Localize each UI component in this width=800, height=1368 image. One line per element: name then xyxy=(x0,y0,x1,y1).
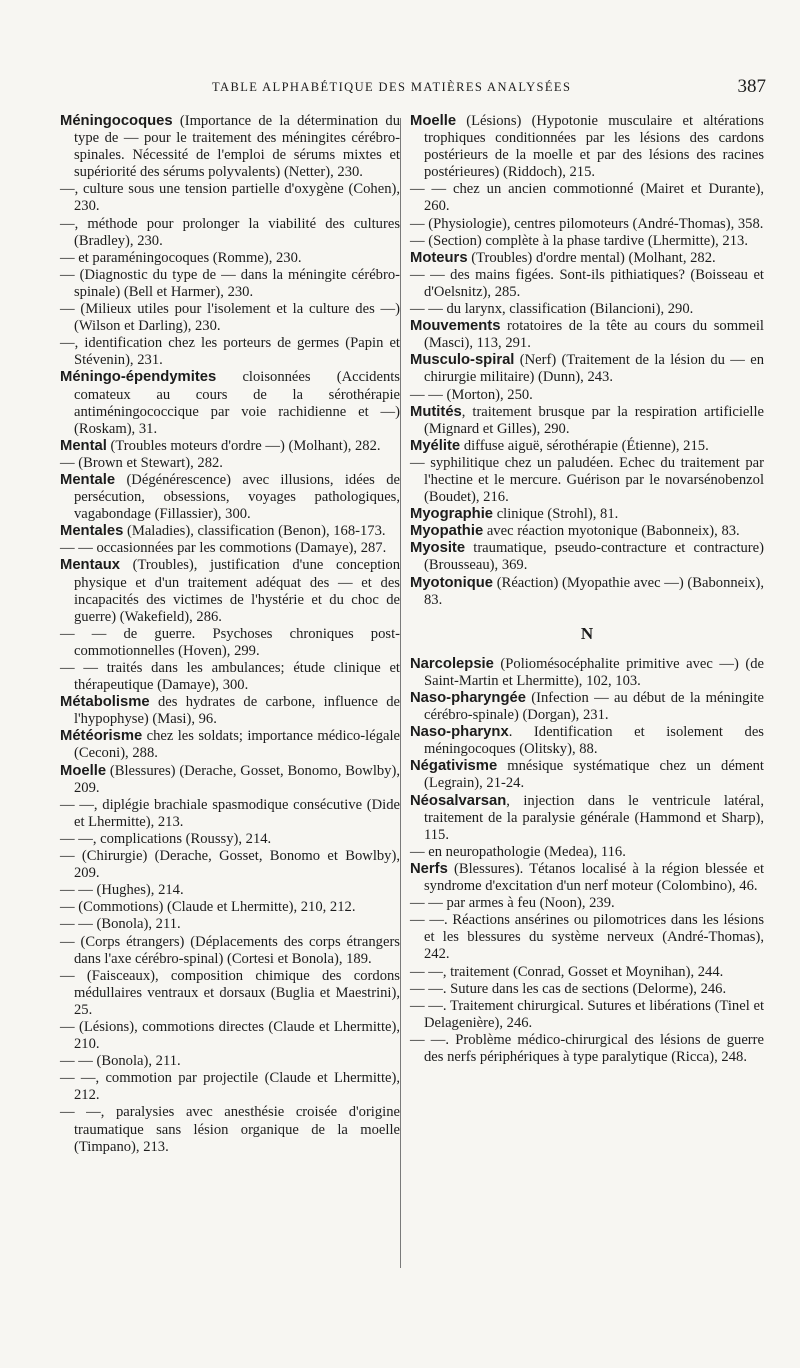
entry-text: chez les soldats; importance médico-légale (Ceconi), 288. xyxy=(74,728,400,762)
entry-text: (Dégénérescence) avec illusions, idées de persécution, obsessions, voyages pathologiques, vagabondage (Fillassier), 300. xyxy=(74,471,400,523)
index-entry xyxy=(60,1070,400,1104)
entry-headword: Myélite xyxy=(410,437,461,454)
entry-text: mnésique systématique chez un dément (Legrain), 21-24. xyxy=(424,758,764,792)
index-entry xyxy=(410,540,764,574)
index-entry xyxy=(60,831,400,848)
entry-headword: Nerfs xyxy=(410,860,448,877)
running-title: TABLE ALPHABÉTIQUE DES MATIÈRES ANALYSÉES xyxy=(212,80,572,94)
index-entry xyxy=(60,472,400,523)
entry-headword: Métabolisme xyxy=(60,694,150,711)
index-entry xyxy=(60,899,400,916)
index-entry xyxy=(60,557,400,625)
index-entry xyxy=(410,438,764,455)
entry-headword: Météorisme xyxy=(60,728,143,745)
entry-headword: Mentales xyxy=(60,523,124,540)
index-entry xyxy=(60,882,400,899)
index-entry xyxy=(410,1032,764,1066)
entry-headword: Myopathie xyxy=(410,523,484,540)
index-entry xyxy=(60,916,400,933)
entry-text: — — du larynx, classification (Bilancioni), 290. xyxy=(410,301,694,318)
entry-text: , traitement brusque par la respiration artificielle (Mignard et Gilles), 290. xyxy=(424,403,764,437)
entry-headword: Myotonique xyxy=(410,574,494,591)
entry-text: — — (Morton), 250. xyxy=(410,386,533,403)
index-entry xyxy=(60,626,400,660)
entry-headword: Moteurs xyxy=(410,249,468,266)
index-entry xyxy=(60,797,400,831)
entry-text: traumatique, pseudo-contracture et contracture) (Brousseau), 369. xyxy=(424,540,764,574)
entries-n xyxy=(410,656,764,1066)
index-entry xyxy=(60,181,400,215)
index-entry xyxy=(60,968,400,1019)
index-entry xyxy=(410,216,764,233)
entry-text: — (Corps étrangers) (Déplacements des corps étrangers dans l'axe cérébro-spinal) (Cortesi et Bonola), 189. xyxy=(60,933,400,967)
entry-text: (Blessures). Tétanos localisé à la région blessée et syndrome d'excitation d'un nerf moteur (Colombino), 46. xyxy=(424,860,764,895)
entry-headword: Myosite xyxy=(410,540,466,557)
entry-text: — — (Hughes), 214. xyxy=(60,882,184,899)
index-entry xyxy=(410,964,764,981)
index-entry xyxy=(60,763,400,797)
entry-text: — —. Problème médico-chirurgical des lésions de guerre des nerfs périphériques à type paralytique (Ricca), 248. xyxy=(410,1031,764,1065)
entry-headword: Musculo-spiral xyxy=(410,352,515,369)
entry-text: — — (Bonola), 211. xyxy=(60,1053,181,1070)
index-entry xyxy=(410,724,764,758)
index-entry xyxy=(410,690,764,724)
entry-text: — (Chirurgie) (Derache, Gosset, Bonomo et Bowlby), 209. xyxy=(60,848,400,882)
index-entry xyxy=(410,352,764,386)
entry-text: des hydrates de carbone, influence de l'hypophyse) (Masi), 96. xyxy=(74,694,400,728)
entry-text: — en neuropathologie (Medea), 116. xyxy=(410,843,626,860)
entry-headword: Méningocoques xyxy=(60,113,173,129)
index-entry xyxy=(410,575,764,609)
index-entry xyxy=(60,540,400,557)
entry-headword: Mental xyxy=(60,437,107,454)
index-entry xyxy=(410,250,764,267)
entry-text: — (Brown et Stewart), 282. xyxy=(60,454,223,471)
entry-text: — (Lésions), commotions directes (Claude et Lhermitte), 210. xyxy=(60,1018,400,1053)
index-column-left xyxy=(60,113,400,1156)
entry-headword: Mentaux xyxy=(60,557,121,574)
entry-headword: Moelle xyxy=(410,113,457,129)
entry-text: — —, diplégie brachiale spasmodique consécutive (Dide et Lhermitte), 213. xyxy=(60,796,400,830)
index-entry xyxy=(410,844,764,861)
entry-text: (Poliomésocéphalite primitive avec —) (de Saint-Martin et Lhermitte), 102, 103. xyxy=(424,655,764,689)
index-entry xyxy=(410,523,764,540)
index-entry xyxy=(60,216,400,250)
index-entry xyxy=(60,267,400,301)
entry-text: — — chez un ancien commotionné (Mairet et Durante), 260. xyxy=(410,181,764,215)
entry-text: — — traités dans les ambulances; étude clinique et thérapeutique (Damaye), 300. xyxy=(60,660,400,694)
index-column-right xyxy=(410,113,764,1066)
index-entry xyxy=(410,113,764,181)
index-entry xyxy=(410,387,764,404)
entry-text: — (Section) complète à la phase tardive (Lhermitte), 213. xyxy=(410,232,748,249)
entry-text: (Troubles) d'ordre mental) (Molhant, 282. xyxy=(467,249,716,266)
entry-text: —, identification chez les porteurs de germes (Papin et Stévenin), 231. xyxy=(60,335,400,369)
entry-text: (Blessures) (Derache, Gosset, Bonomo, Bowlby), 209. xyxy=(74,762,400,796)
index-entry xyxy=(410,912,764,963)
index-entry xyxy=(410,404,764,438)
entry-text: — —. Suture dans les cas de sections (Delorme), 246. xyxy=(410,980,727,997)
entry-text: , injection dans le ventricule latéral, traitement de la paralysie générale (Hammond et Sharp), 115. xyxy=(424,792,764,843)
entry-text: avec réaction myotonique (Babonneix), 83. xyxy=(483,523,740,540)
index-entry xyxy=(60,694,400,728)
entry-text: — — occasionnées par les commotions (Damaye), 287. xyxy=(60,540,387,557)
index-entry xyxy=(410,267,764,301)
index-entry xyxy=(410,318,764,352)
entry-text: — — de guerre. Psychoses chroniques post-commotionnelles (Hoven), 299. xyxy=(60,625,400,659)
entry-text: cloisonnées (Accidents comateux au cours de la sérothérapie antiméningococcique par voie rachidienne et —) (Roskam), 31. xyxy=(74,369,400,437)
index-entry xyxy=(60,934,400,968)
entry-text: (Importance de la détermination du type de — pour le traitement des méningites cérébro-spinales. Nécessité de l'emploi de sérums mixtes et supériorité des sérums polyvalents) (Netter), 230. xyxy=(74,113,400,181)
entry-text: (Troubles), justification d'une conception physique et d'un traitement adéquat des — et des incapacités des victimes de l'hystérie et du choc de guerre) (Wakefield), 286. xyxy=(74,557,400,625)
entry-text: (Maladies), classification (Benon), 168-173. xyxy=(123,523,386,540)
index-entry xyxy=(60,455,400,472)
index-entry xyxy=(60,523,400,540)
index-entry xyxy=(410,455,764,506)
index-entry xyxy=(60,301,400,335)
entry-text: — syphilitique chez un paludéen. Echec du traitement par l'hectine et le mercure. Guérison par le novarsénobenzol (Boudet), 216. xyxy=(410,454,764,506)
entry-headword: Naso-pharynx xyxy=(410,724,509,741)
entry-text: — —, commotion par projectile (Claude et Lhermitte), 212. xyxy=(60,1070,400,1104)
entry-text: —, méthode pour prolonger la viabilité des cultures (Bradley), 230. xyxy=(60,215,400,249)
section-letter: N xyxy=(580,623,594,643)
entry-headword: Mouvements xyxy=(410,318,501,335)
index-entry xyxy=(60,1104,400,1155)
entry-text: (Troubles moteurs d'ordre —) (Molhant), 282. xyxy=(106,437,381,454)
index-entry xyxy=(410,233,764,250)
page-number: 387 xyxy=(737,76,766,97)
index-entry xyxy=(410,895,764,912)
index-entry xyxy=(410,758,764,792)
index-entry xyxy=(60,728,400,762)
entry-headword: Moelle xyxy=(60,762,107,779)
entry-text: — (Commotions) (Claude et Lhermitte), 210, 212. xyxy=(60,899,356,916)
index-entry xyxy=(60,113,400,181)
index-entry xyxy=(410,506,764,523)
entry-text: diffuse aiguë, sérothérapie (Étienne), 215. xyxy=(460,437,709,454)
index-entry xyxy=(60,1019,400,1053)
entry-text: — — (Bonola), 211. xyxy=(60,916,181,933)
entry-text: — et paraméningocoques (Romme), 230. xyxy=(60,249,302,266)
page-header xyxy=(60,76,766,102)
entry-headword: Néosalvarsan xyxy=(410,792,507,809)
entry-text: (Lésions) (Hypotonie musculaire et altérations trophiques conditionnées par les lésions des cardons postérieurs de la moelle et par des lésions des racines postérieures) (Riddoch), 215. xyxy=(424,113,764,181)
entry-headword: Naso-pharyngée xyxy=(410,690,526,706)
entry-text: rotatoires de la tête au cours du sommeil (Masci), 113, 291. xyxy=(424,318,764,352)
index-entry xyxy=(410,656,764,690)
entry-headword: Mutités xyxy=(410,403,462,420)
entry-text: clinique (Strohl), 81. xyxy=(493,506,619,523)
index-entry xyxy=(60,369,400,437)
entry-text: — —. Réactions ansérines ou pilomotrices dans les lésions et les blessures du système nerveux (André-Thomas), 242. xyxy=(410,912,764,963)
entry-text: — (Physiologie), centres pilomoteurs (André-Thomas), 358. xyxy=(410,215,764,232)
index-entry xyxy=(410,301,764,318)
entry-text: (Réaction) (Myopathie avec —) (Babonneix), 83. xyxy=(424,574,764,608)
index-entry xyxy=(410,181,764,215)
entry-text: — —, paralysies avec anesthésie croisée d'origine traumatique sans lésion organique de la moelle (Timpano), 213. xyxy=(60,1104,400,1155)
index-entry xyxy=(60,438,400,455)
entry-text: — —. Traitement chirurgical. Sutures et libérations (Tinel et Delagenière), 246. xyxy=(410,997,764,1031)
index-entry xyxy=(60,250,400,267)
index-entry xyxy=(410,981,764,998)
index-entry xyxy=(60,335,400,369)
entry-text: (Infection — au début de la méningite cérébro-spinale) (Dorgan), 231. xyxy=(424,690,764,724)
index-entry xyxy=(410,861,764,895)
entry-text: — —, traitement (Conrad, Gosset et Moynihan), 244. xyxy=(410,963,724,980)
entry-headword: Négativisme xyxy=(410,758,498,775)
index-entry xyxy=(60,848,400,882)
index-entry xyxy=(410,793,764,844)
entry-text: (Nerf) (Traitement de la lésion du — en chirurgie militaire) (Dunn), 243. xyxy=(424,352,764,386)
entry-text: — — par armes à feu (Noon), 239. xyxy=(410,895,615,912)
entry-text: —, culture sous une tension partielle d'oxygène (Cohen), 230. xyxy=(60,181,400,215)
entry-text: . Identification et isolement des méningocoques (Olitsky), 88. xyxy=(424,724,764,758)
entry-text: — —, complications (Roussy), 214. xyxy=(60,830,272,847)
entry-headword: Mentale xyxy=(60,471,116,488)
entry-text: — (Milieux utiles pour l'isolement et la culture des —) (Wilson et Darling), 230. xyxy=(60,301,400,335)
entry-text: — (Diagnostic du type de — dans la méningite cérébro-spinale) (Bell et Harmer), 230. xyxy=(60,266,400,300)
entry-headword: Narcolepsie xyxy=(410,655,494,672)
entry-text: — (Faisceaux), composition chimique des cordons médullaires ventraux et dorsaux (Buglia et Maestrini), 25. xyxy=(60,967,400,1018)
entry-headword: Méningo-épendymites xyxy=(60,369,217,386)
index-entry xyxy=(60,1053,400,1070)
entries-m xyxy=(410,113,764,609)
index-entry xyxy=(60,660,400,694)
entry-headword: Myographie xyxy=(410,506,494,523)
column-divider xyxy=(400,118,401,1268)
entry-text: — — des mains figées. Sont-ils pithiatiques? (Boisseau et d'Oelsnitz), 285. xyxy=(410,266,764,300)
index-entry xyxy=(410,998,764,1032)
